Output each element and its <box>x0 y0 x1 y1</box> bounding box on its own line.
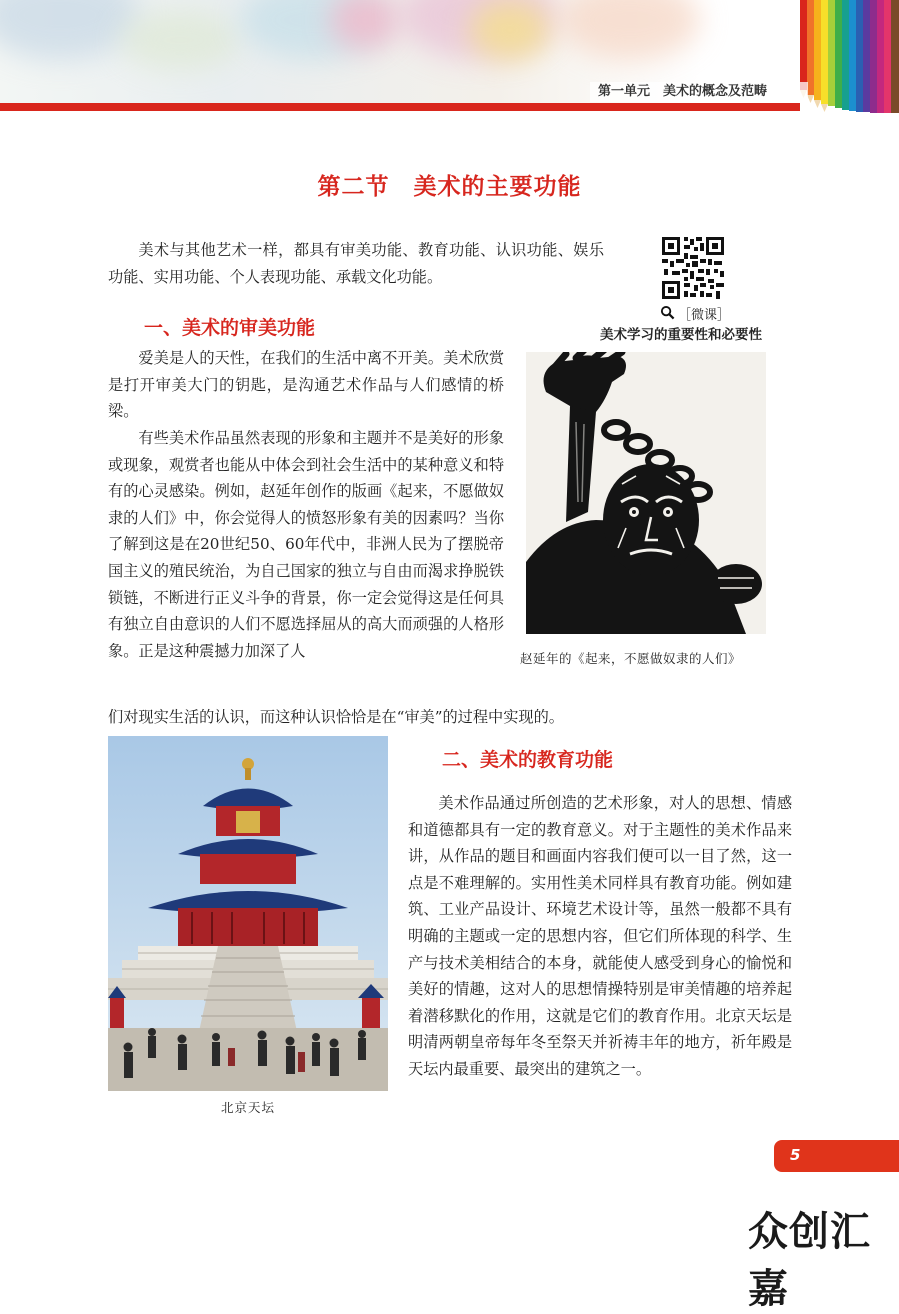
woodcut-caption: 赵延年的《起来，不愿做奴隶的人们》 <box>520 651 742 666</box>
aesthetic-paragraph-2-tail: 们对现实生活的认识，而这种认识恰恰是在“审美”的过程中实现的。 <box>108 708 564 726</box>
section-heading-education: 二、美术的教育功能 <box>442 749 614 771</box>
watermark-logo: 众创汇嘉 <box>748 1209 871 1312</box>
section-title: 第二节 美术的主要功能 <box>317 174 582 200</box>
section-heading-aesthetic: 一、美术的审美功能 <box>144 317 316 339</box>
magnifier-icon <box>660 305 675 320</box>
header-red-bar <box>0 103 800 111</box>
colored-pencils-decoration <box>800 0 899 120</box>
intro-paragraph: 美术与其他艺术一样，都具有审美功能、教育功能、认识功能、娱乐功能、实用功能、个人表现功能、承载文化功能。 <box>108 241 604 286</box>
aesthetic-paragraph-1: 爱美是人的天性，在我们的生活中离不开美。美术欣赏是打开审美大门的钥匙，是沟通艺术作品与人们感情的桥梁。 <box>108 349 504 421</box>
running-head: 第一单元 美术的概念及范畴 <box>590 82 808 102</box>
page-number: 5 <box>790 1146 801 1164</box>
woodcut-print-image <box>526 352 766 634</box>
aesthetic-paragraph-2: 有些美术作品虽然表现的形象和主题并不是美好的形象或现象，观赏者也能从中体会到社会生活中的某种意义和特有的心灵感染。例如，赵延年创作的版画《起来，不愿做奴隶的人们》中，你会觉得人的愤怒形象有美的因素吗？当你了解到这是在20世纪50、60年代中，非洲人民为了摆脱帝国主义的殖民统治，为自己国家的独立与自由而渴求挣脱铁锁链，不断进行正义斗争的背景，你一定会觉得这是任何具有独立自由意识的人们不愿选择屈从的高大而顽强的人格形象。正是这种震撼力加深了人 <box>108 429 504 660</box>
education-paragraph: 美术作品通过所创造的艺术形象，对人的思想、情感和道德都具有一定的教育意义。对于主题性的美术作品来讲，从作品的题目和画面内容我们便可以一目了然，这一点是不难理解的。实用性美术同样具有教育功能。例如建筑、工业产品设计、环境艺术设计等，虽然一般都不具有明确的主题或一定的思想内容，但它们所体现的科学、生产与技术美相结合的本身，就能使人感受到身心的愉悦和美好的情趣，这对人的思想情操特别是审美情趣的培养起着潜移默化的作用，这就是它们的教育作用。北京天坛是明清两朝皇帝每年冬至祭天并祈祷丰年的地方，祈年殿是天坛内最重要、最突出的建筑之一。 <box>408 794 792 1078</box>
micro-lesson-title[interactable]: 美术学习的重要性和必要性 <box>600 327 762 343</box>
micro-lesson-label: ［微课］ <box>678 308 731 323</box>
temple-of-heaven-photo <box>108 736 388 1091</box>
qr-code[interactable] <box>660 235 726 301</box>
temple-caption: 北京天坛 <box>220 1100 275 1115</box>
